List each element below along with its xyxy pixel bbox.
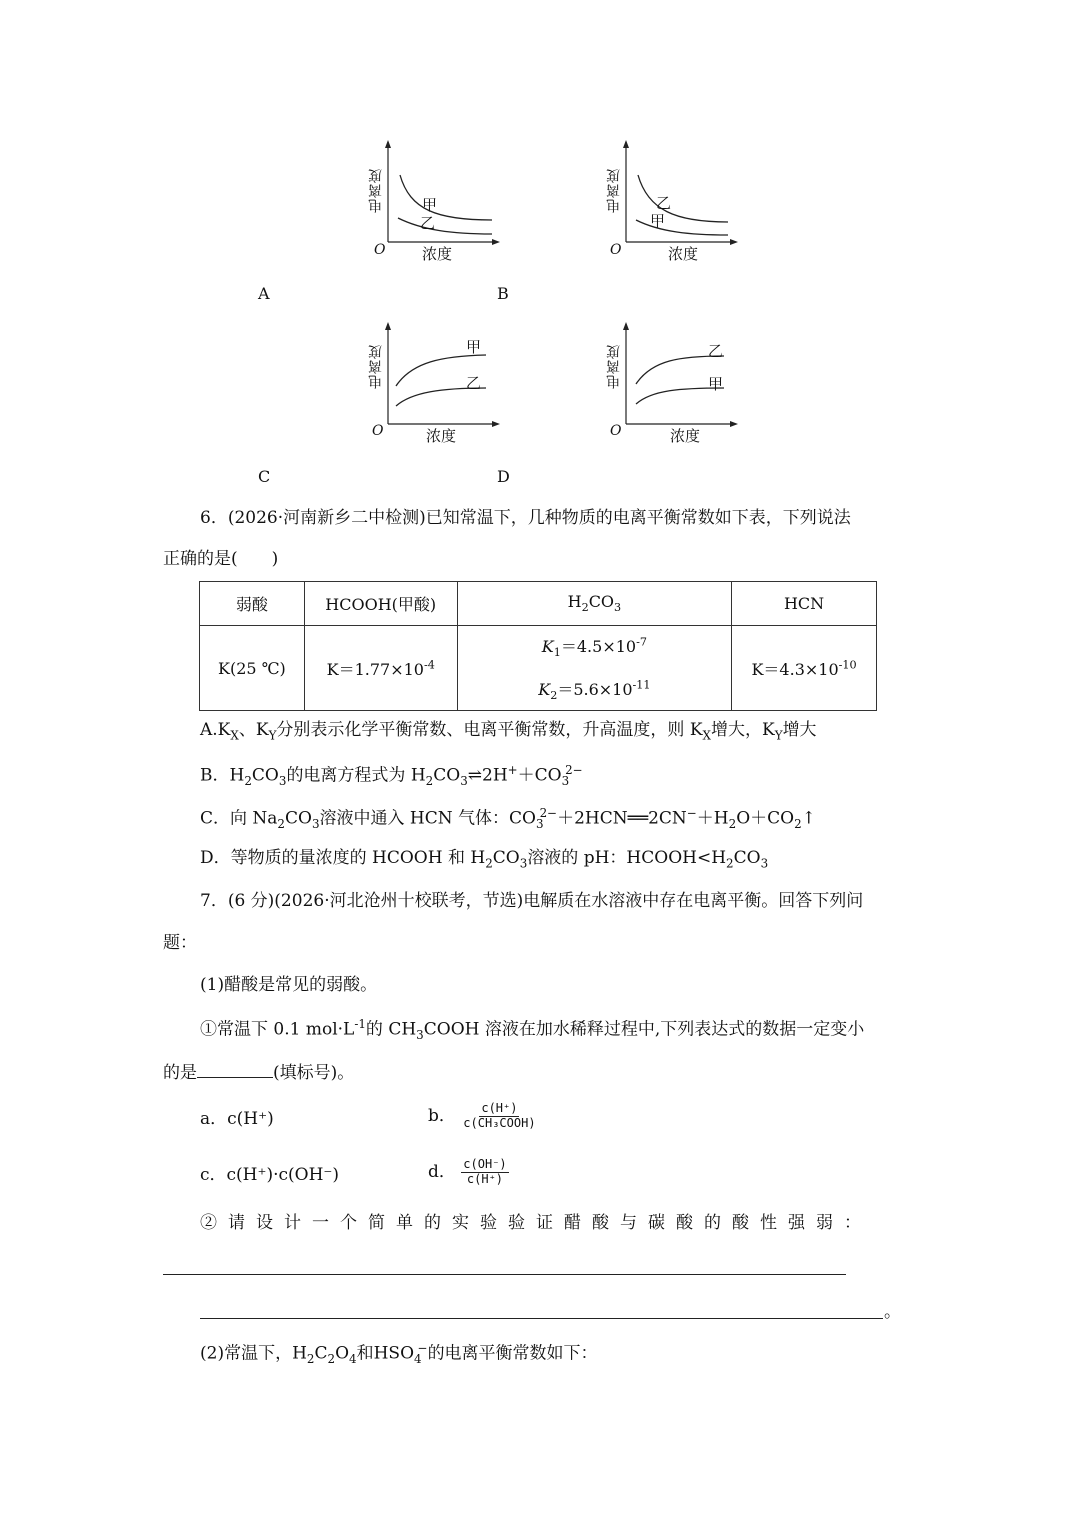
- graph-option-a: A: [258, 284, 270, 303]
- formula-part: CO: [588, 592, 615, 612]
- q6-option-a[interactable]: $A.K_X$、$K_Y$分别表示化学平衡常数、电离平衡常数，升高温度，则 $K_X$增大，$K_Y$增大: [200, 720, 817, 743]
- q7-part1-title: (1)醋酸是常见的弱酸。: [200, 975, 378, 995]
- q7-part1-q1-line1: ①常温下 0.1 $mol\cdot L^{-1}$的 $CH_3COOH$ 溶液在加水稀释过程中,下列表达式的数据一定变小: [200, 1017, 865, 1043]
- table-cell: HCN: [732, 582, 877, 626]
- exponent: -10: [838, 658, 857, 672]
- answer-line[interactable]: [200, 1318, 883, 1319]
- option-text: CO: [285, 808, 312, 829]
- curve-label: 甲: [650, 212, 666, 230]
- curve-label: 乙: [466, 374, 482, 392]
- q7-stem-line2: 题：: [163, 933, 197, 953]
- option-text: 的电离方程式为 H: [286, 765, 426, 786]
- q6-option-d[interactable]: D．等物质的量浓度的 HCOOH 和 $H_2CO_3$溶液的 pH：$HCOOH<H_2CO_3$: [200, 848, 769, 871]
- table-cell: $H_2CO_3$: [457, 582, 731, 626]
- exponent: -11: [632, 678, 651, 692]
- option-text: 、K: [238, 720, 269, 740]
- origin-label: O: [374, 242, 386, 258]
- option-text: CO: [492, 848, 520, 868]
- origin-label: O: [610, 242, 622, 258]
- table-row: [200, 626, 877, 711]
- subscript: 1: [553, 646, 561, 659]
- table-cell: 弱酸: [200, 582, 305, 626]
- q7-stem-line1: 7．(6 分)(2026·河北沧州十校联考，节选)电解质在水溶液中存在电离平衡。回答下列问: [200, 891, 864, 911]
- y-axis-label: 电离度: [368, 168, 384, 213]
- q6-stem-line1: 6．(2026·河南新乡二中检测)已知常温下，几种物质的电离平衡常数如下表，下列说法: [200, 508, 851, 528]
- subscript: 2: [550, 689, 558, 703]
- graph-option-d: D: [497, 467, 510, 486]
- exponent: -4: [423, 658, 435, 672]
- q6-option-c[interactable]: C．向 $Na_2CO_3$溶液中通入 HCN 气体：$CO_3^{2-}+2HCN══2CN^-+H_2O+CO_2↑$: [200, 806, 816, 832]
- option-text: C．向 Na: [200, 808, 278, 829]
- table-cell: [304, 626, 457, 711]
- table-cell: [457, 626, 731, 711]
- graph-option-c: C: [258, 467, 271, 486]
- curve-label: 甲: [422, 196, 438, 214]
- x-axis-label: 浓度: [422, 245, 453, 263]
- ionization-constant-table: [199, 581, 877, 711]
- q7-option-b[interactable]: [428, 1102, 538, 1131]
- constant-value: ＝5.6×10: [557, 680, 633, 699]
- table-cell: [732, 626, 877, 711]
- x-axis-label: 浓度: [670, 427, 701, 445]
- answer-blank[interactable]: [197, 1061, 273, 1078]
- option-text: B．H: [200, 765, 245, 786]
- fraction-denominator: c(CH₃COOH): [463, 1115, 536, 1130]
- constant-value: K＝4.3×10: [751, 659, 839, 679]
- question-text: 的电离平衡常数如下：: [427, 1343, 598, 1364]
- x-axis-label: 浓度: [668, 245, 699, 263]
- fraction-denominator: c(H⁺): [466, 1171, 504, 1186]
- constant-value: K＝1.77×10: [326, 659, 424, 679]
- curve-label: 乙: [708, 342, 724, 360]
- exponent: -7: [636, 635, 647, 649]
- option-text: D．等物质的量浓度的 HCOOH 和 H: [200, 848, 486, 868]
- option-text: 增大: [782, 720, 817, 740]
- option-text: 增大，K: [711, 720, 775, 740]
- constant-symbol: K: [538, 680, 551, 699]
- question-text: (填标号)。: [273, 1063, 355, 1083]
- table-cell: HCOOH(甲酸): [304, 582, 457, 626]
- graph-d: [600, 322, 750, 452]
- curve-label: 乙: [420, 214, 436, 232]
- graph-b: [600, 140, 750, 270]
- option-text: 分别表示化学平衡常数、电离平衡常数，升高温度，则 K: [276, 720, 703, 740]
- q7-option-a[interactable]: a．c(H⁺): [200, 1109, 274, 1129]
- origin-label: O: [610, 423, 622, 439]
- question-text: 和HSO: [356, 1343, 415, 1364]
- option-text: CO: [433, 765, 461, 786]
- question-text: 的 CH: [365, 1019, 417, 1040]
- fraction: [461, 1158, 508, 1187]
- question-text: O: [335, 1343, 350, 1364]
- curve-label: 乙: [656, 194, 672, 212]
- sentence-end-mark: 。: [884, 1302, 901, 1322]
- q7-option-d[interactable]: [428, 1158, 509, 1187]
- question-text: C: [314, 1343, 328, 1364]
- graph-c: [362, 322, 512, 452]
- option-text: A.K: [200, 720, 231, 740]
- graph-a: [362, 140, 512, 270]
- q6-stem-line2: 正确的是( ): [163, 549, 279, 569]
- y-axis-label: 电离度: [606, 344, 622, 389]
- origin-label: O: [372, 423, 384, 439]
- answer-line[interactable]: [163, 1274, 846, 1275]
- option-text: ⇌2H: [467, 765, 508, 786]
- question-text: COOH 溶液在加水稀释过程中,下列表达式的数据一定变小: [423, 1019, 865, 1040]
- q6-option-b[interactable]: B．$H_2CO_3$的电离方程式为 $H_2CO_3\rightleftharpoons 2H^++CO_3^{2-}$: [200, 763, 583, 789]
- table-header-row: [200, 582, 877, 626]
- table-cell: K(25 ℃): [200, 626, 305, 711]
- constant-symbol: K: [541, 636, 554, 656]
- graph-option-b: B: [497, 284, 509, 303]
- constant-value: ＝4.5×10: [560, 636, 637, 656]
- option-text: b．: [428, 1105, 456, 1126]
- option-text: ＋2HCN══2CN: [557, 808, 687, 829]
- curve-label: 甲: [708, 375, 724, 393]
- option-text: ＋H: [696, 808, 729, 829]
- question-text: 的是: [163, 1063, 197, 1083]
- x-axis-label: 浓度: [426, 427, 457, 445]
- q7-part1-q1-line2: [163, 1061, 354, 1082]
- fraction-numerator: c(OH⁻): [463, 1157, 507, 1171]
- y-axis-label: 电离度: [606, 168, 622, 213]
- q7-option-c[interactable]: c．c(H⁺)·c(OH⁻): [200, 1165, 340, 1185]
- option-text: O＋CO: [736, 808, 795, 829]
- option-text: 溶液的 pH：HCOOH<H: [527, 848, 727, 868]
- option-text: ↑: [801, 808, 816, 829]
- formula-part: H: [567, 592, 582, 612]
- q7-part2-title: (2)常温下，$H_2C_2O_4$和$HSO_4^-$的电离平衡常数如下：: [200, 1341, 598, 1367]
- q7-part1-q2: ②请设计一个简单的实验验证醋酸与碳酸的酸性强弱：: [200, 1213, 872, 1233]
- option-text: CO: [251, 765, 279, 786]
- fraction: [461, 1102, 537, 1131]
- option-text: d．: [428, 1161, 456, 1182]
- option-text: ＋CO: [517, 765, 562, 786]
- option-text: CO: [733, 848, 761, 868]
- question-text: (2)常温下，H: [200, 1343, 307, 1364]
- curve-label: 甲: [466, 338, 482, 356]
- question-text: ①常温下 0.1 mol·L: [200, 1019, 355, 1040]
- option-text: 溶液中通入 HCN 气体：CO: [319, 808, 536, 829]
- y-axis-label: 电离度: [368, 344, 384, 389]
- fraction-numerator: c(H⁺): [481, 1101, 518, 1115]
